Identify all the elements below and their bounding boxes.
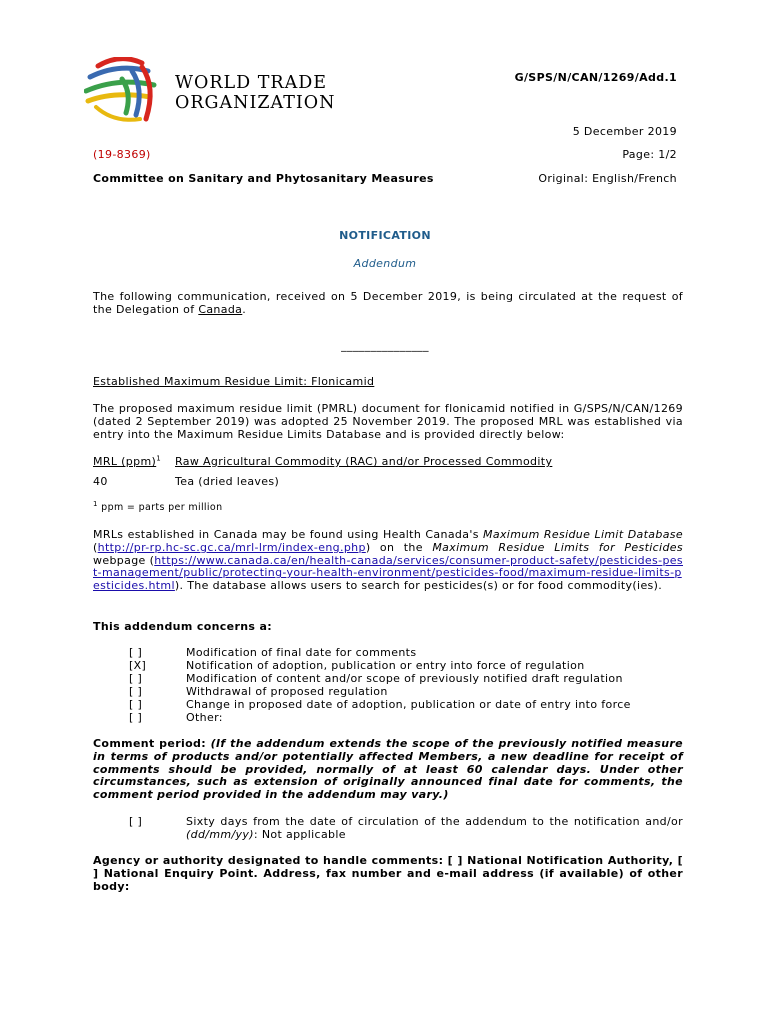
checkbox[interactable]: [ ]	[129, 698, 143, 711]
concern-option-label: Modification of content and/or scope of previously notified draft regulation	[186, 672, 623, 685]
footnote: $^1$ ppm = parts per million	[93, 499, 223, 513]
original-language: Original: English/French	[538, 172, 677, 185]
checkbox-checked[interactable]: [X]	[129, 659, 147, 672]
commodity-column-header: Raw Agricultural Commodity (RAC) and/or Processed Commodity	[175, 455, 553, 468]
comment-period-paragraph: Comment period: (If the addendum extends the scope of the previously notified measure in terms of products and/or potentially affected Members, a new deadline for receipt of comments should be provided, normally of at least 60 calendar days. Under other circumstances, such as extension of originally announced final date for comments, the comment period provided in the addendum may vary.)	[93, 737, 683, 802]
concerns-heading: This addendum concerns a:	[93, 620, 273, 633]
mrl-column-header: MRL (ppm)$^1$	[93, 454, 161, 468]
notification-heading: NOTIFICATION	[339, 229, 431, 242]
wto-logo-icon	[84, 57, 162, 129]
agency-paragraph: Agency or authority designated to handle comments: [ ] National Notification Authority, [ ] National Enquiry Point. Address, fax number and e-mail address (if available) of other body:	[93, 854, 683, 893]
concern-option	[129, 711, 689, 724]
concern-option-label: Notification of adoption, publication or entry into force of regulation	[186, 659, 585, 672]
comment-period-label: Comment period:	[93, 737, 211, 750]
checkbox[interactable]: [ ]	[129, 646, 143, 659]
mrl-database-paragraph: MRLs established in Canada may be found using Health Canada's Maximum Residue Limit Database (http://pr-rp.hc-sc.gc.ca/mrl-lrm/index-eng.php) on the Maximum Residue Limits for Pesticides webpage (https://www.canada.ca/en/health-canada/services/consumer-product-safety/pesticides-pest-management/public/protecting-your-health-environment/pesticides-food/maximum-residue-limits-pesticides.html). The database allows users to search for pesticides(s) or for food commodity(ies).	[93, 528, 683, 593]
checkbox[interactable]: [ ]	[129, 685, 143, 698]
webpage-name: Maximum Residue Limits for Pesticides	[432, 540, 683, 554]
document-symbol: G/SPS/N/CAN/1269/Add.1	[514, 71, 677, 84]
concern-option	[129, 672, 689, 685]
mrl-value: 40	[93, 475, 108, 488]
checkbox[interactable]: [ ]	[129, 711, 143, 724]
mrl-database-link[interactable]: http://pr-rp.hc-sc.gc.ca/mrl-lrm/index-eng.php	[97, 540, 366, 554]
addendum-subheading: Addendum	[353, 257, 417, 270]
concern-option-label: Withdrawal of proposed regulation	[186, 685, 388, 698]
organization-name	[175, 73, 335, 113]
database-name: Maximum Residue Limit Database	[483, 528, 683, 541]
concern-option-label: Other:	[186, 711, 223, 724]
organization-name-line2: ORGANIZATION	[175, 93, 336, 113]
section-title: Established Maximum Residue Limit: Flonicamid	[93, 375, 375, 388]
committee-name: Committee on Sanitary and Phytosanitary Measures	[93, 172, 434, 185]
comment-period-option: Sixty days from the date of circulation of the addendum to the notification and/or (dd/mm/yy): Not applicable	[186, 815, 683, 841]
comment-period-checkbox[interactable]: [ ]	[129, 815, 143, 828]
separator-line: _______________	[341, 339, 429, 352]
document-number: (19-8369)	[93, 148, 151, 161]
concern-option	[129, 685, 689, 698]
country-name: Canada	[198, 302, 243, 316]
checkbox[interactable]: [ ]	[129, 672, 143, 685]
page-indicator: Page: 1/2	[622, 148, 677, 161]
concern-option	[129, 698, 689, 711]
concern-option-label: Modification of final date for comments	[186, 646, 417, 659]
footnote-marker: 1	[156, 454, 161, 463]
intro-paragraph: The following communication, received on 5 December 2019, is being circulated at the request of the Delegation of Canada.	[93, 290, 683, 316]
organization-name-line1: WORLD TRADE	[175, 73, 328, 93]
document-date: 5 December 2019	[572, 125, 677, 138]
mrl-webpage-link[interactable]: https://www.canada.ca/en/health-canada/services/consumer-product-safety/pesticides-pest-management/public/protecting-your-health-environment/pesticides-food/maximum-residue-limits-pesticides.html	[93, 553, 683, 593]
concern-option-label: Change in proposed date of adoption, publication or date of entry into force	[186, 698, 631, 711]
commodity-value: Tea (dried leaves)	[175, 475, 280, 488]
body-paragraph: The proposed maximum residue limit (PMRL) document for flonicamid notified in G/SPS/N/CAN/1269 (dated 2 September 2019) was adopted 25 November 2019. The proposed MRL was established via entry into the Maximum Residue Limits Database and is provided directly below:	[93, 402, 683, 441]
concern-option	[129, 646, 689, 659]
concern-option	[129, 659, 689, 672]
